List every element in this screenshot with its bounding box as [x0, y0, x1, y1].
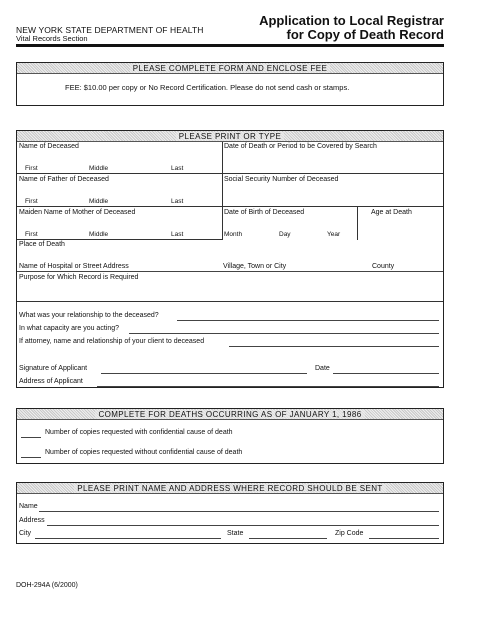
label-maiden-name-mother: Maiden Name of Mother of Deceased — [19, 209, 136, 216]
copies-confidential-field[interactable] — [21, 437, 41, 438]
label-first-1: First — [25, 165, 38, 172]
mail-name-line[interactable] — [39, 511, 439, 512]
address-line[interactable] — [97, 386, 439, 387]
column-divider — [357, 206, 358, 240]
label-mail-state: State — [227, 530, 244, 537]
capacity-line[interactable] — [129, 333, 439, 334]
label-age-at-death: Age at Death — [371, 209, 412, 216]
label-capacity: In what capacity are you acting? — [19, 325, 120, 332]
mail-city-line[interactable] — [35, 538, 221, 539]
print-banner: PLEASE PRINT OR TYPE — [17, 131, 443, 142]
form-number: DOH-294A (6/2000) — [16, 582, 78, 589]
label-ssn: Social Security Number of Deceased — [224, 176, 339, 183]
mail-address-line[interactable] — [47, 525, 439, 526]
label-mail-address: Address — [19, 517, 45, 524]
label-last-1: Last — [171, 165, 184, 172]
divider — [17, 301, 443, 302]
label-first-2: First — [25, 198, 38, 205]
header-rule — [16, 44, 444, 47]
label-date-of-birth: Date of Birth of Deceased — [224, 209, 305, 216]
confidential-copies-section — [16, 408, 444, 464]
column-divider — [222, 142, 223, 240]
label-middle-1: Middle — [89, 165, 109, 172]
label-first-3: First — [25, 231, 38, 238]
relationship-line[interactable] — [177, 320, 439, 321]
form-title-line1: Application to Local Registrar — [259, 13, 444, 28]
fee-text: FEE: $10.00 per copy or No Record Certification. Please do not send cash or stamps. — [65, 83, 350, 92]
divider — [17, 173, 443, 174]
label-date-of-death: Date of Death or Period to be Covered by Search — [224, 143, 377, 150]
label-attorney: If attorney, name and relationship of your client to deceased — [19, 338, 205, 345]
section-name: Vital Records Section — [16, 34, 88, 43]
label-place-of-death: Place of Death — [19, 241, 65, 248]
applicant-info-section — [16, 130, 444, 388]
label-date: Date — [315, 365, 330, 372]
label-signature: Signature of Applicant — [19, 365, 88, 372]
copies-without-field[interactable] — [21, 457, 41, 458]
label-hospital: Name of Hospital or Street Address — [19, 263, 129, 270]
label-middle-2: Middle — [89, 198, 109, 205]
label-middle-3: Middle — [89, 231, 109, 238]
mail-zip-line[interactable] — [369, 538, 439, 539]
label-purpose: Purpose for Which Record is Required — [19, 274, 139, 281]
mailing-address-section — [16, 482, 444, 544]
date-line[interactable] — [333, 373, 439, 374]
label-relationship: What was your relationship to the deceased? — [19, 312, 159, 319]
divider — [17, 206, 443, 207]
label-year: Year — [327, 231, 341, 238]
signature-line[interactable] — [101, 373, 307, 374]
label-copies-confidential: Number of copies requested with confidential cause of death — [45, 429, 233, 436]
divider — [17, 239, 223, 240]
attorney-line[interactable] — [229, 346, 439, 347]
label-name-of-deceased: Name of Deceased — [19, 143, 79, 150]
place-of-death-line[interactable] — [17, 271, 443, 272]
label-mail-name: Name — [19, 503, 38, 510]
mail-state-line[interactable] — [249, 538, 327, 539]
label-last-2: Last — [171, 198, 184, 205]
label-month: Month — [224, 231, 243, 238]
deaths-banner: COMPLETE FOR DEATHS OCCURRING AS OF JANUARY 1, 1986 — [17, 409, 443, 420]
fee-banner: PLEASE COMPLETE FORM AND ENCLOSE FEE — [17, 63, 443, 74]
label-mail-zip: Zip Code — [335, 530, 364, 537]
label-address: Address of Applicant — [19, 378, 83, 385]
mail-banner: PLEASE PRINT NAME AND ADDRESS WHERE RECORD SHOULD BE SENT — [17, 483, 443, 494]
label-village: Village, Town or City — [223, 263, 287, 270]
label-last-3: Last — [171, 231, 184, 238]
fee-section — [16, 62, 444, 106]
label-copies-without: Number of copies requested without confidential cause of death — [45, 449, 243, 456]
label-county: County — [372, 263, 395, 270]
form-title-line2: for Copy of Death Record — [286, 27, 444, 42]
label-day: Day — [279, 231, 291, 238]
label-mail-city: City — [19, 530, 32, 537]
label-name-of-father: Name of Father of Deceased — [19, 176, 109, 183]
department-name: NEW YORK STATE DEPARTMENT OF HEALTH — [16, 25, 204, 35]
